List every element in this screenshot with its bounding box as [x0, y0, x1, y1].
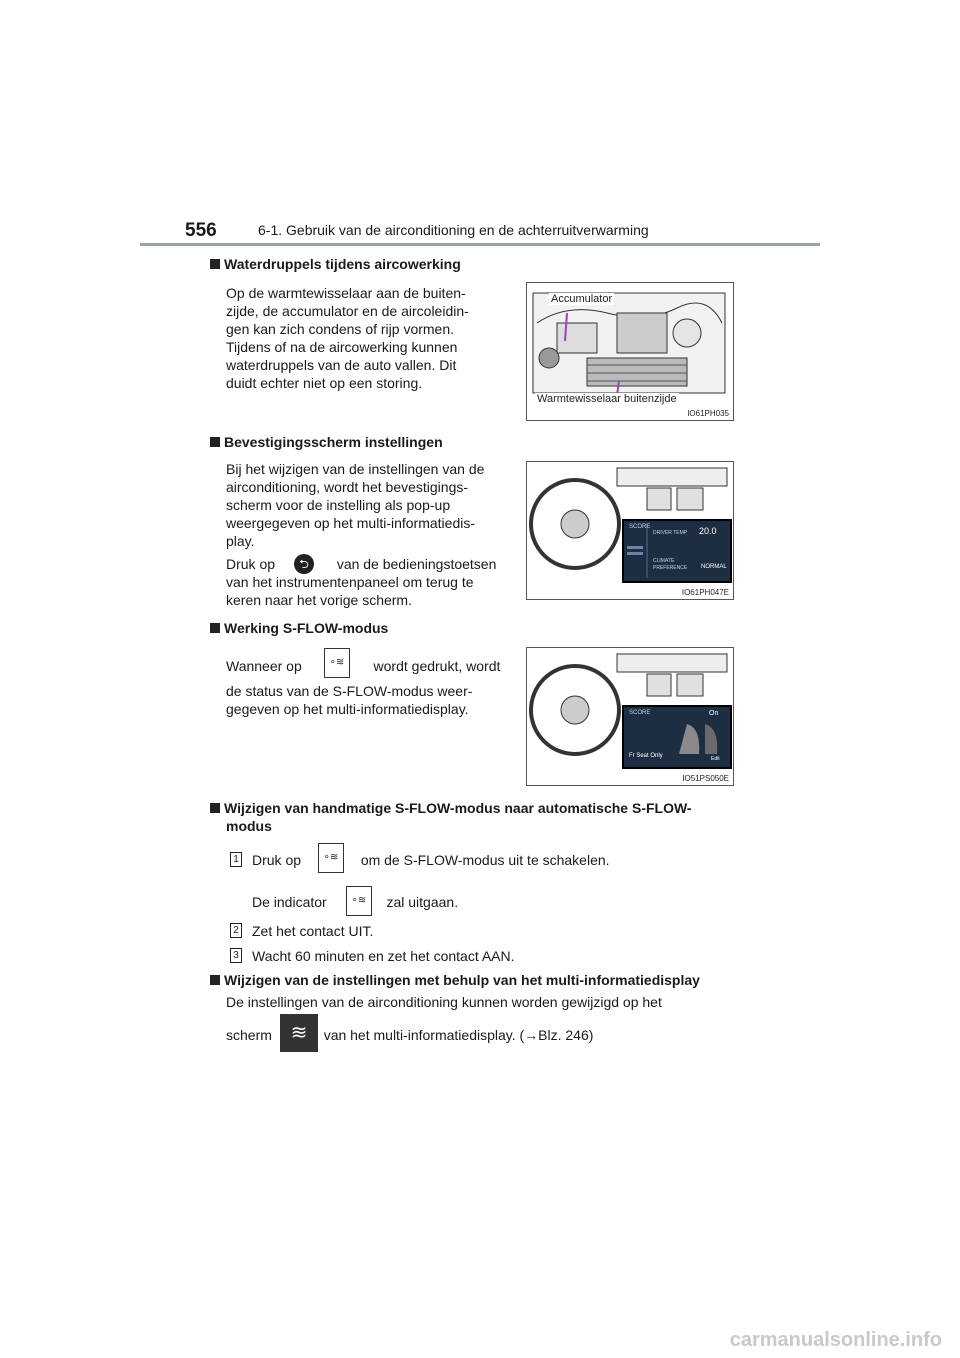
text-fragment: Druk op: [226, 556, 276, 572]
paragraph: [226, 682, 506, 718]
text-line: zijde, de accumulator en de aircoleidin-: [226, 303, 469, 319]
screen-driver-temp: DRIVER TEMP: [653, 530, 688, 536]
screen-preference: PREFERENCE: [653, 565, 688, 571]
section-title-text: Wijzigen van handmatige S-FLOW-modus naar automatische S-FLOW-: [224, 800, 692, 816]
s-flow-button-icon: ∘≋: [324, 648, 350, 678]
bullet-square-icon: [210, 259, 220, 269]
heat-exchanger-label: Warmtewisselaar buitenzijde: [537, 393, 677, 405]
text-line: waterdruppels van de auto vallen. Dit: [226, 357, 457, 373]
paragraph: De instellingen van de airconditioning kunnen worden gewijzigd op het: [226, 994, 662, 1010]
section-title: [210, 799, 770, 835]
wanneer-line: [226, 657, 506, 675]
figure-code: IO61PH035: [687, 409, 729, 418]
climate-screen-icon: ≋: [280, 1014, 318, 1052]
screen-score: SCORE: [629, 524, 651, 530]
section-title: [210, 620, 388, 636]
step-text: Zet het contact UIT.: [252, 923, 374, 939]
screen-climate: CLIMATE: [653, 558, 675, 564]
bullet-square-icon: [210, 437, 220, 447]
text-fragment: Wanneer op: [226, 658, 302, 674]
text-line: weergegeven op het multi-informatiedis-: [226, 515, 476, 531]
step-number: 1: [230, 852, 242, 867]
text-line: play.: [226, 533, 255, 549]
text-line: keren naar het vorige scherm.: [226, 592, 412, 608]
text-line: de status van de S-FLOW-modus weer-: [226, 683, 473, 699]
bullet-square-icon: [210, 803, 220, 813]
text-fragment: wordt gedrukt, wordt: [373, 658, 501, 674]
text-line: duidt echter niet op een storing.: [226, 375, 423, 391]
section-title: [210, 256, 461, 272]
paragraph: [226, 284, 506, 392]
figure-code: IO51PS050E: [682, 774, 729, 783]
accumulator-label: Accumulator: [551, 293, 613, 305]
watermark: carmanualsonline.info: [729, 1329, 942, 1351]
text-line: Op de warmtewisselaar aan de buiten-: [226, 285, 466, 301]
screen-temp-value: 20.0: [699, 526, 717, 536]
text-line: Tijdens of na de aircowerking kunnen: [226, 339, 458, 355]
section-title-text: modus: [226, 818, 272, 834]
step-number: 2: [230, 923, 242, 938]
text-line: Bij het wijzigen van de instellingen van de: [226, 461, 485, 477]
s-flow-button-icon: ∘≋: [318, 843, 344, 873]
text-fragment: om de S-FLOW-modus uit te schakelen.: [360, 852, 610, 868]
text-line: gegeven op het multi-informatiedisplay.: [226, 701, 469, 717]
text-line: gen kan zich condens of rijp vormen.: [226, 321, 455, 337]
text-line: scherm voor de instelling als pop-up: [226, 497, 451, 513]
step-text: [252, 852, 610, 868]
screen-edit: Edit: [711, 756, 720, 762]
s-flow-illustration: [527, 648, 733, 785]
text-fragment: Druk op: [252, 852, 302, 868]
section-title: [210, 972, 700, 988]
dashboard-figure: [526, 461, 734, 600]
step-text: Wacht 60 minuten en zet het contact AAN.: [252, 948, 515, 964]
step-number: 3: [230, 948, 242, 963]
druk-line: [226, 555, 506, 573]
section-title: [210, 434, 443, 450]
text-line: van het instrumentenpaneel om terug te: [226, 574, 474, 590]
screen-seat: Fr Seat Only: [629, 753, 663, 759]
bullet-square-icon: [210, 623, 220, 633]
text-fragment: scherm: [226, 1027, 272, 1043]
screen-on: On: [709, 710, 719, 717]
section-title-text: Waterdruppels tijdens aircowerking: [224, 256, 461, 272]
section-title-text: Bevestigingsscherm instellingen: [224, 434, 443, 450]
text-line: airconditioning, wordt het bevestigings-: [226, 479, 469, 495]
paragraph: [226, 573, 506, 609]
figure-code: IO61PH047E: [681, 588, 729, 597]
text-fragment: van het multi-informatiedisplay. (→Blz. 246): [323, 1027, 594, 1043]
screen-normal: NORMAL: [701, 564, 727, 570]
page-number: 556: [185, 220, 217, 241]
header-rule: [140, 243, 820, 246]
text-fragment: zal uitgaan.: [386, 894, 459, 910]
engine-bay-figure: [526, 282, 734, 421]
text-fragment: De indicator: [252, 894, 327, 910]
s-flow-indicator-icon: ∘≋: [346, 886, 372, 916]
screen-score: SCORE: [629, 710, 651, 716]
chapter-title: 6-1. Gebruik van de airconditioning en de achterruitverwarming: [258, 222, 649, 238]
paragraph: [226, 460, 506, 550]
section-title-text: Wijzigen van de instellingen met behulp van het multi-informatiedisplay: [224, 972, 700, 988]
back-icon: ⮌: [294, 554, 314, 574]
section-title-text: Werking S-FLOW-modus: [224, 620, 389, 636]
text-fragment: van de bedieningstoetsen: [336, 556, 497, 572]
s-flow-figure: [526, 647, 734, 786]
bullet-square-icon: [210, 975, 220, 985]
